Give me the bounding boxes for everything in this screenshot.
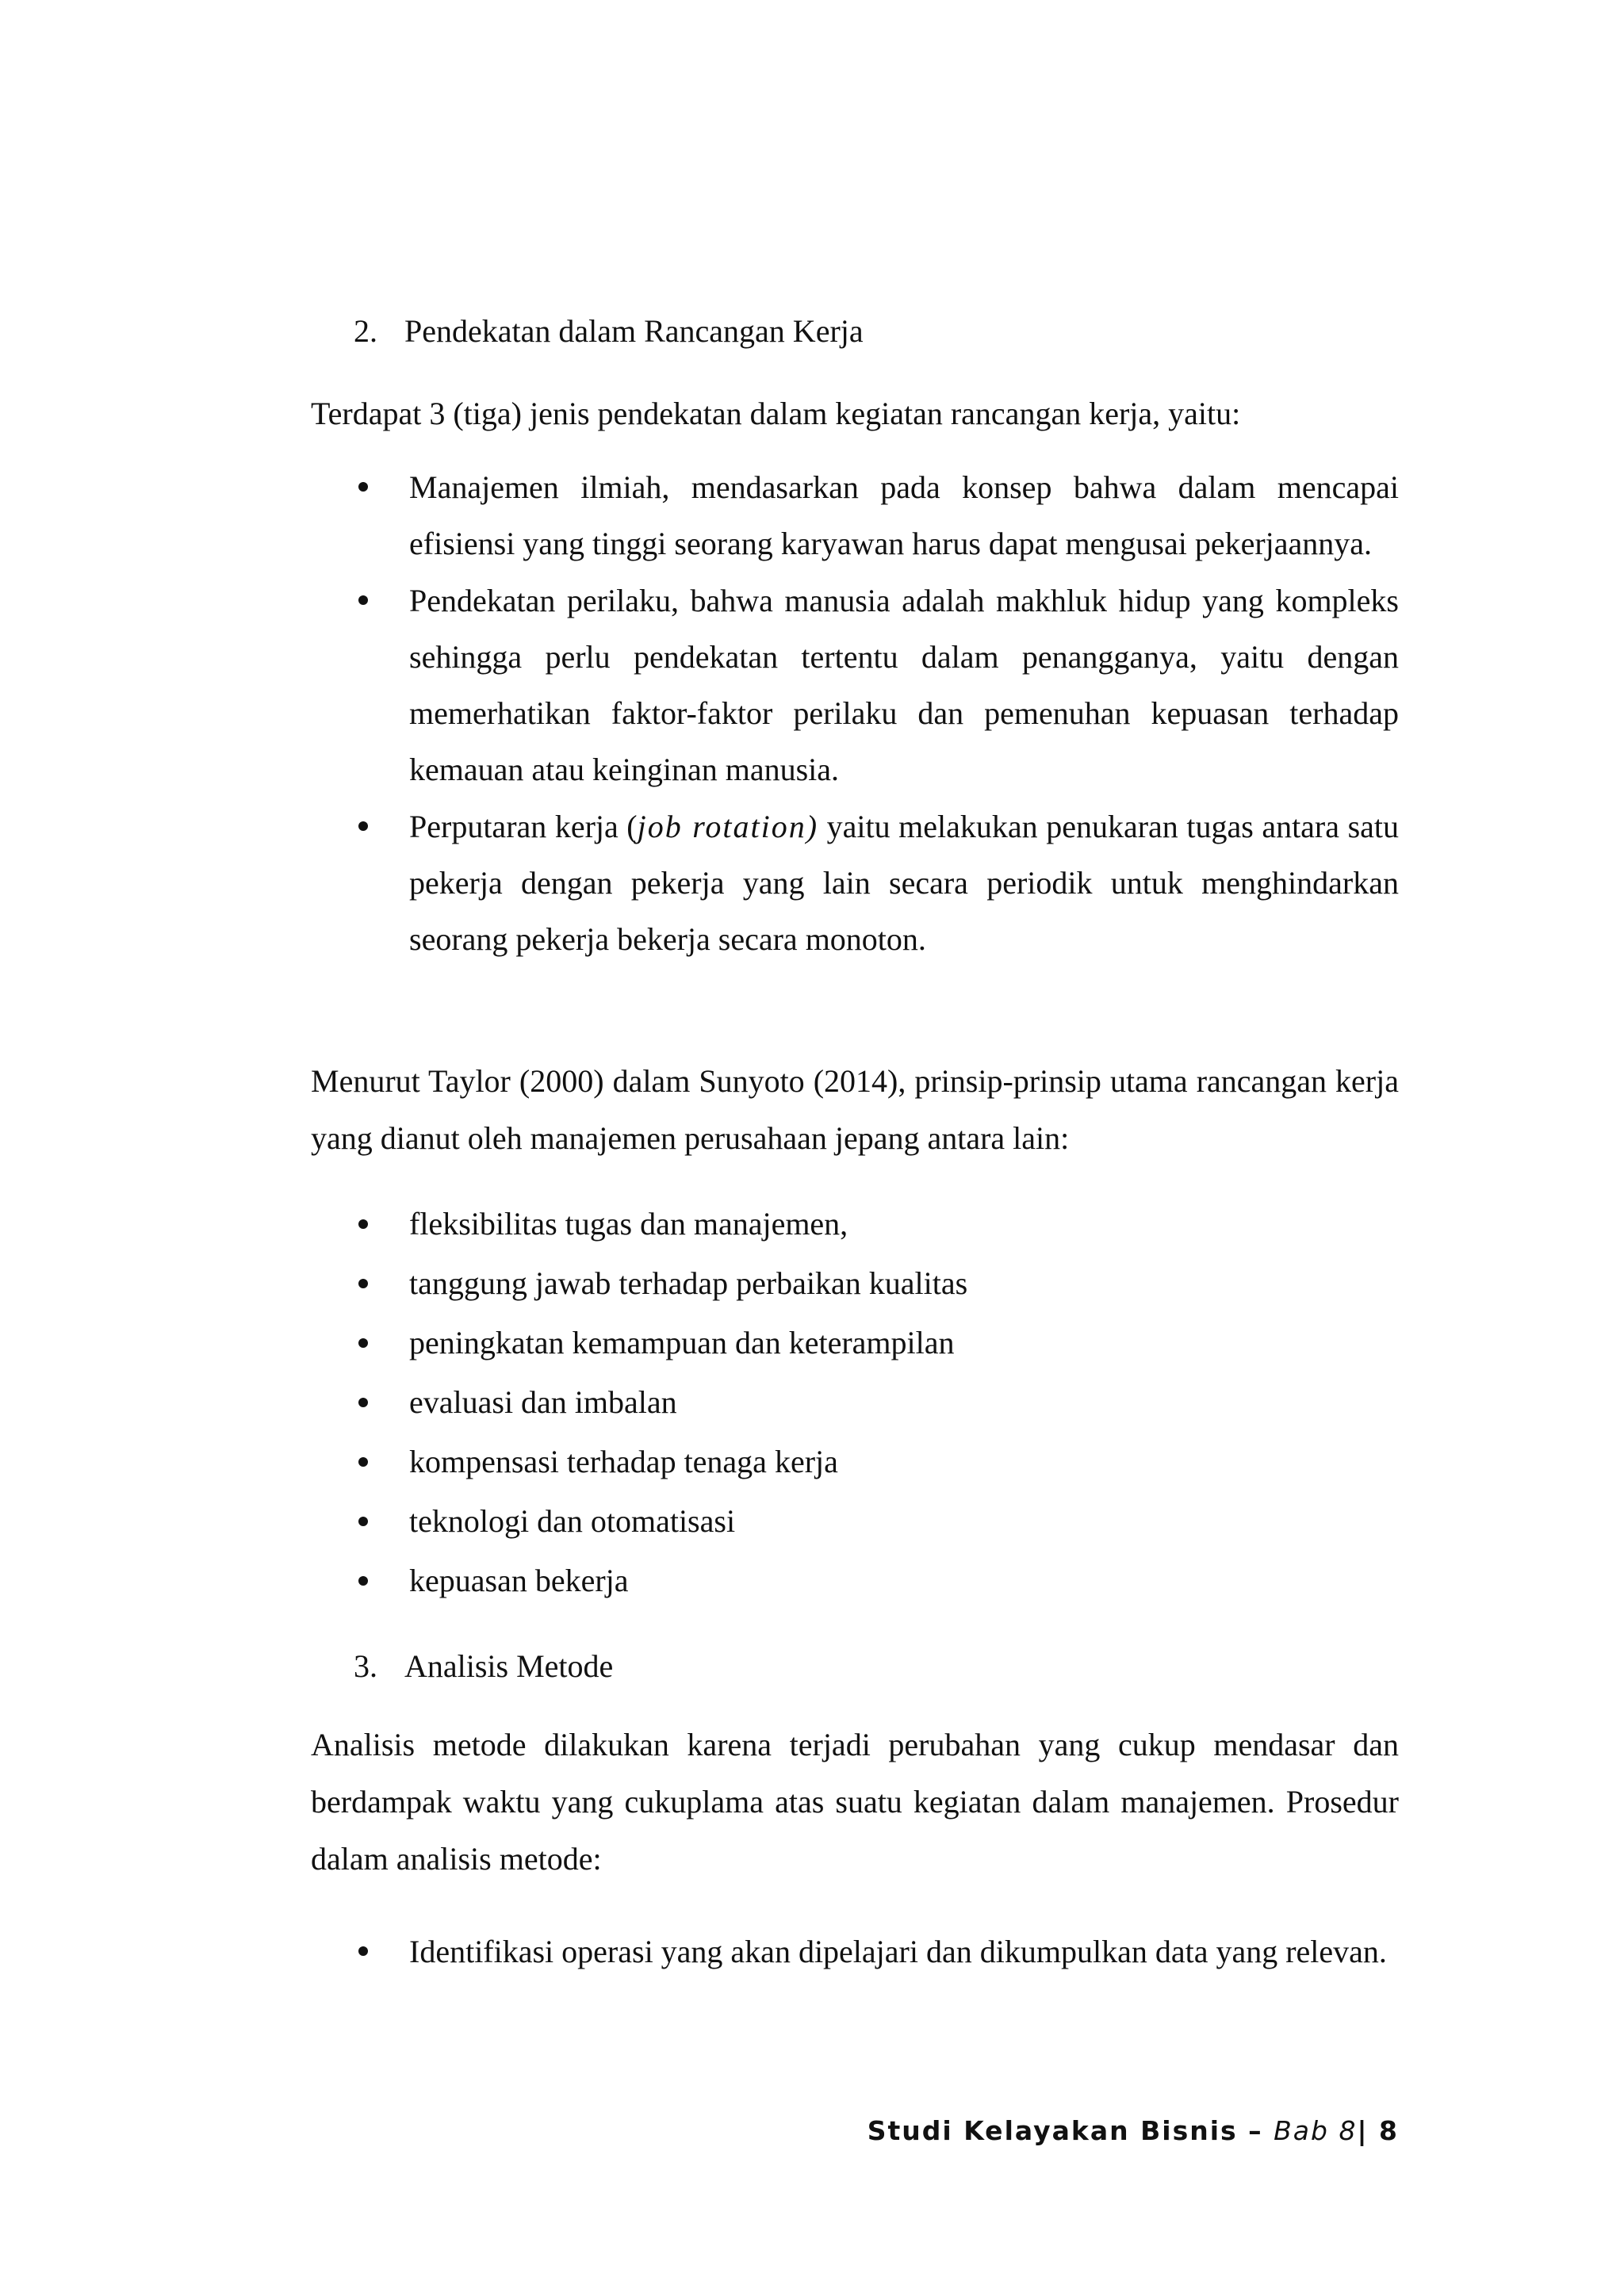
method-paragraph: Analisis metode dilakukan karena terjadi perubahan yang cukup mendasar dan berdampak waktu yang cukuplama atas suatu kegiatan dalam manajemen. Prosedur dalam analisis metode: — [311, 1727, 1399, 1877]
list-item-text: peningkatan kemampuan dan keterampilan — [409, 1325, 955, 1360]
list-item-text: teknologi dan otomatisasi — [409, 1503, 736, 1539]
principles-list — [354, 1204, 1399, 1621]
list-item-text-start: Perputaran kerja ( — [409, 809, 638, 844]
bullet-icon — [358, 1576, 368, 1586]
list-item-text: tanggung jawab terhadap perbaikan kualitas — [409, 1265, 968, 1301]
list-item — [354, 1561, 1399, 1601]
taylor-paragraph: Menurut Taylor (2000) dalam Sunyoto (2014), prinsip-prinsip utama rancangan kerja yang dianut oleh manajemen perusahaan jepang antara lain: — [311, 1063, 1399, 1156]
list-item — [354, 1502, 1399, 1541]
bullet-icon — [358, 482, 368, 492]
section-number: 2. — [354, 313, 377, 349]
bullet-icon — [358, 1946, 368, 1956]
section-heading-2 — [354, 308, 1385, 355]
list-item-text-end: yaitu melakukan penukaran tugas antara satu pekerja dengan pekerja yang lain secara periodik untuk menghindarkan seorang pekerja bekerja secara monoton. — [409, 809, 1399, 957]
list-item — [354, 572, 1399, 798]
italic-term: job rotation) — [637, 809, 819, 844]
footer-chapter: Bab 8 — [1274, 2115, 1358, 2146]
bullet-icon — [358, 1279, 368, 1288]
list-item — [354, 798, 1399, 967]
bullet-icon — [358, 1219, 368, 1229]
list-item — [354, 459, 1399, 572]
footer-page-number: 8 — [1379, 2115, 1399, 2146]
list-item-text: fleksibilitas tugas dan manajemen, — [409, 1206, 848, 1242]
list-item-text: Pendekatan perilaku, bahwa manusia adalah makhluk hidup yang kompleks sehingga perlu pendekatan tertentu dalam penangganya, yaitu dengan memerhatikan faktor-faktor perilaku dan pemenuhan kepuasan terhadap kemauan atau keinginan manusia. — [409, 583, 1399, 787]
list-item — [354, 1323, 1399, 1363]
bullet-icon — [358, 595, 368, 605]
section-title: Pendekatan dalam Rancangan Kerja — [404, 313, 864, 349]
list-item — [354, 1442, 1399, 1482]
bullet-icon — [358, 1457, 368, 1467]
approach-list — [354, 459, 1399, 968]
page-footer — [868, 2115, 1399, 2146]
section-title: Analisis Metode — [404, 1648, 614, 1684]
bullet-icon — [358, 1398, 368, 1407]
footer-dash: – — [1248, 2115, 1263, 2146]
footer-separator: | — [1357, 2115, 1369, 2146]
list-item-text: kepuasan bekerja — [409, 1563, 629, 1598]
section-heading-3 — [354, 1643, 1385, 1690]
list-item-text: kompensasi terhadap tenaga kerja — [409, 1444, 838, 1479]
list-item — [354, 1383, 1399, 1422]
list-item-text: Manajemen ilmiah, mendasarkan pada konsep bahwa dalam mencapai efisiensi yang tinggi seorang karyawan harus dapat mengusai pekerjaannya. — [409, 469, 1399, 561]
bullet-icon — [358, 821, 368, 831]
intro-paragraph: Terdapat 3 (tiga) jenis pendekatan dalam kegiatan rancangan kerja, yaitu: — [311, 396, 1241, 431]
list-item-text: evaluasi dan imbalan — [409, 1384, 677, 1420]
list-item — [354, 1204, 1399, 1244]
list-item — [354, 1264, 1399, 1303]
procedure-list — [354, 1923, 1399, 1980]
bullet-icon — [358, 1338, 368, 1348]
section-number: 3. — [354, 1648, 377, 1684]
bullet-icon — [358, 1517, 368, 1526]
footer-book-title: Studi Kelayakan Bisnis — [867, 2115, 1238, 2146]
list-item-text: Identifikasi operasi yang akan dipelajari dan dikumpulkan data yang relevan. — [409, 1934, 1387, 1969]
list-item — [354, 1923, 1399, 1980]
